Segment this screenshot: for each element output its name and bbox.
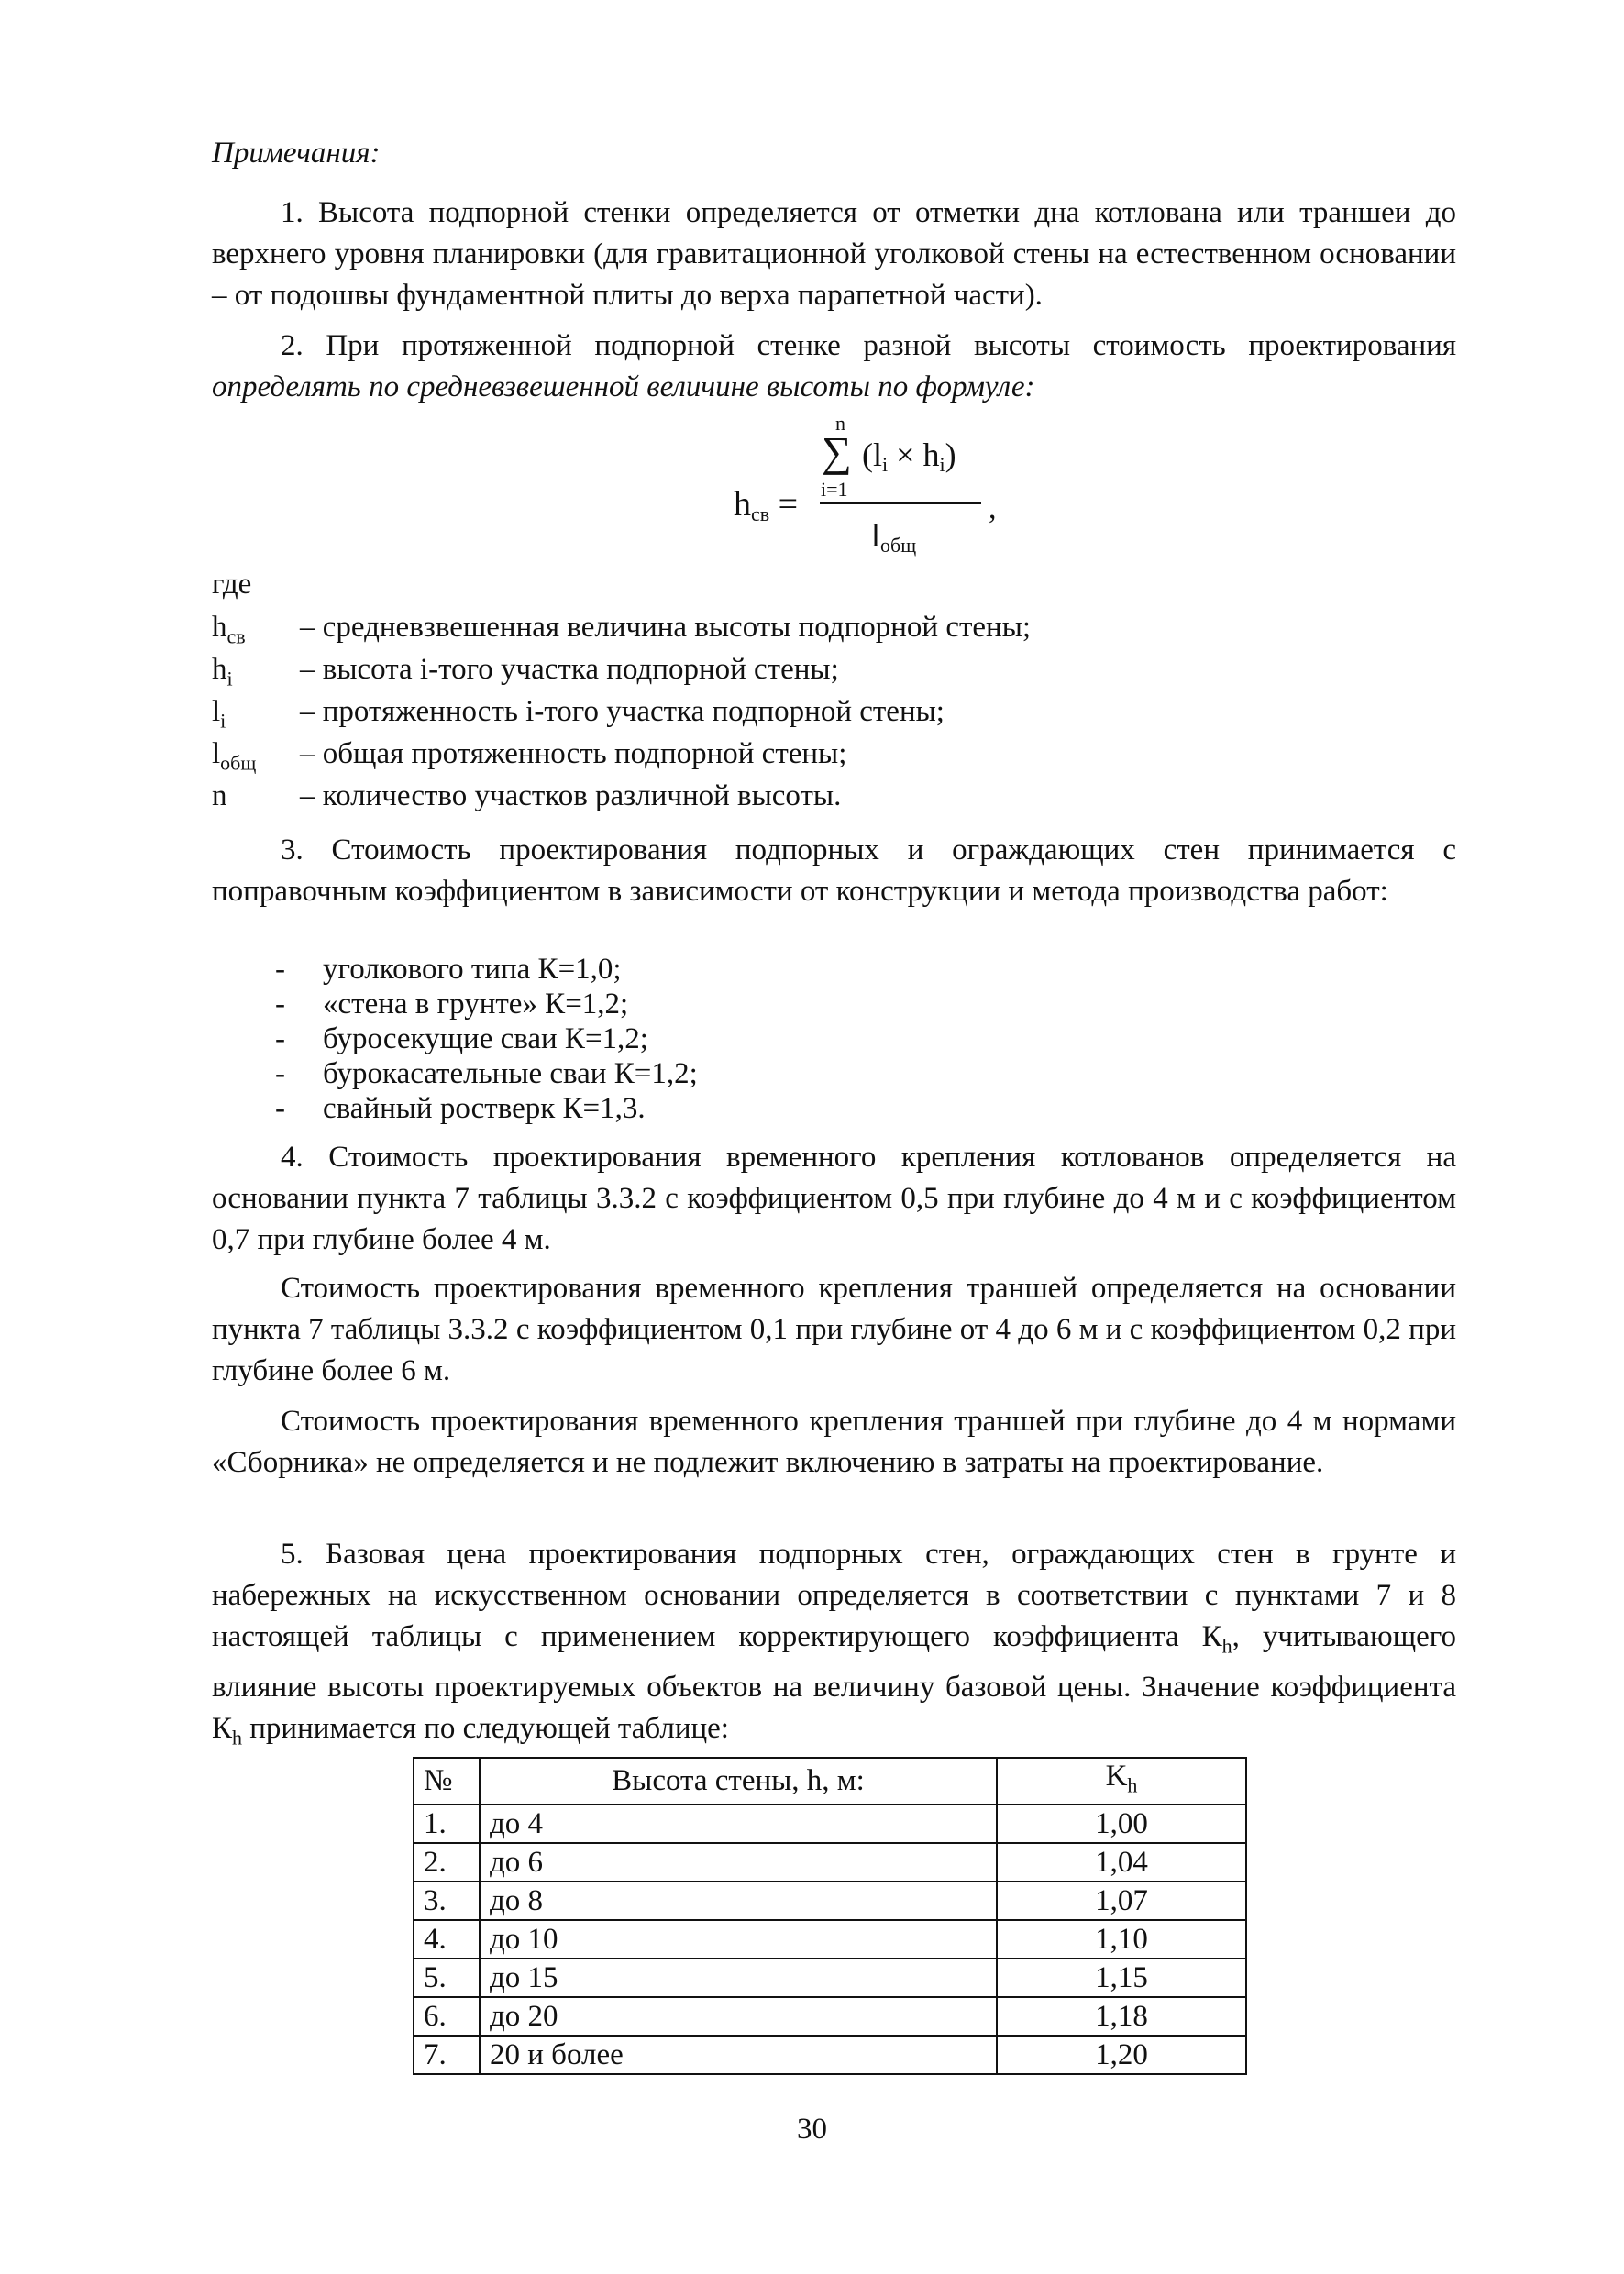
note-2-plain: 2. При протяженной подпорной стенке разной высоты стоимость проектирования (281, 329, 1456, 362)
formula-sum-lower: i=1 (821, 478, 848, 501)
table-row (414, 1882, 1246, 1920)
definition-text: – количество участков различной высоты. (300, 779, 842, 812)
definition-row (212, 734, 1456, 776)
kh-coefficient-table (413, 1757, 1247, 2075)
list-item: - уголкового типа К=1,0; (275, 953, 622, 986)
cell-height: до 15 (480, 1959, 997, 1997)
formula-lhs-h: h (734, 485, 751, 524)
weighted-height-formula (734, 413, 1119, 578)
cell-num: 2. (414, 1843, 480, 1882)
table-row (414, 1959, 1246, 1997)
note-4c: Стоимость проектирования временного крепления траншей при глубине до 4 м нормами «Сборника» не определяется и не подлежит включению в затраты на проектирование. (212, 1405, 1456, 1479)
formula-times: × (896, 436, 915, 473)
definition-row (212, 607, 1456, 649)
formula-equals: = (778, 485, 799, 524)
list-item: - «стена в грунте» К=1,2; (275, 988, 629, 1021)
list-item: - буросекущие сваи К=1,2; (275, 1022, 648, 1055)
formula-sum-upper: n (835, 412, 845, 435)
header-num: № (414, 1758, 480, 1805)
cell-height: до 4 (480, 1805, 997, 1843)
table-header-row (414, 1758, 1246, 1805)
definition-symbol: n (212, 779, 227, 812)
formula-num-i1: i (882, 453, 889, 476)
formula-num-h: h (922, 436, 940, 473)
cell-height: 20 и более (480, 2036, 997, 2074)
cell-kh: 1,04 (997, 1843, 1246, 1882)
table-row (414, 1997, 1246, 2036)
formula-num-l: l (873, 436, 883, 473)
cell-num: 5. (414, 1959, 480, 1997)
notes-heading: Примечания: (212, 137, 381, 170)
formula-den-sub: общ (880, 534, 917, 557)
definitions-list (212, 607, 1456, 818)
fraction-bar (820, 502, 981, 504)
cell-kh: 1,00 (997, 1805, 1246, 1843)
definition-text: – протяженность i-того участка подпорной стены; (300, 695, 945, 728)
cell-num: 7. (414, 2036, 480, 2074)
definition-symbol: $h_i$ (212, 653, 233, 690)
definition-row (212, 649, 1456, 691)
cell-num: 4. (414, 1920, 480, 1959)
definition-text: – высота i-того участка подпорной стены; (300, 653, 839, 686)
cell-kh: 1,20 (997, 2036, 1246, 2074)
header-height: Высота стены, h, м: (480, 1758, 997, 1805)
coefficient-list (275, 949, 1100, 1123)
note-1: 1. Высота подпорной стенки определяется от отметки дна котлована или траншеи до верхнего уровня планировки (для гравитационной уголковой стены на естественном основании – от подошвы фундаментной плиты до верха парапетной части). (212, 196, 1456, 312)
formula-den-l: l (871, 517, 881, 554)
cell-num: 6. (414, 1997, 480, 2036)
note-3: 3. Стоимость проектирования подпорных и ограждающих стен принимается с поправочным коэффициентом в зависимости от конструкции и метода производства работ: (212, 833, 1456, 908)
cell-height: до 8 (480, 1882, 997, 1920)
cell-height: до 10 (480, 1920, 997, 1959)
definition-row (212, 691, 1456, 734)
formula-numerator: $(l_i \times h_i)$ (862, 436, 956, 476)
definition-text: – средневзвешенная величина высоты подпорной стены; (300, 611, 1032, 644)
note-5: 5. Базовая цена проектирования подпорных стен, ограждающих стен в грунте и набережных на искусственном основании определяется в соответствии с пунктами 7 и 8 настоящей таблицы с применением корректирующего коэффициента $К_h$, учитывающего влияние высоты проектируемых объектов на величину базовой цены. Значение коэффициента $К_h$ принимается по следующей таблице: (212, 1538, 1456, 1750)
page-number: 30 (797, 2113, 827, 2146)
formula-denominator (871, 515, 916, 566)
definition-text: – общая протяженность подпорной стены; (300, 737, 847, 770)
sigma-icon: ∑ (822, 428, 852, 475)
table-row (414, 1920, 1246, 1959)
cell-kh: 1,18 (997, 1997, 1246, 2036)
table-row (414, 1805, 1246, 1843)
definition-symbol: $l_i$ (212, 695, 226, 733)
list-item: - бурокасательные сваи К=1,2; (275, 1057, 698, 1090)
note-4b: Стоимость проектирования временного крепления траншей определяется на основании пункта 7 таблицы 3.3.2 с коэффициентом 0,1 при глубине от 4 до 6 м и с коэффициентом 0,2 при глубине более 6 м. (212, 1272, 1456, 1387)
cell-num: 3. (414, 1882, 480, 1920)
note-2 (212, 326, 1456, 408)
cell-kh: 1,10 (997, 1920, 1246, 1959)
cell-kh: 1,15 (997, 1959, 1246, 1997)
cell-height: до 6 (480, 1843, 997, 1882)
table-row (414, 1843, 1246, 1882)
formula-lhs (734, 484, 798, 535)
table-row (414, 2036, 1246, 2074)
formula-num-i2: i (939, 453, 945, 476)
header-kh: $K_h$ (997, 1758, 1246, 1805)
formula-comma: , (989, 491, 997, 525)
note-2-italic: определять по средневзвешенной величине высоты по формуле: (212, 370, 1035, 403)
cell-num: 1. (414, 1805, 480, 1843)
where-label: где (212, 568, 252, 601)
formula-lhs-sub: св (751, 502, 770, 525)
definition-row (212, 776, 1456, 818)
list-item: - свайный ростверк К=1,3. (275, 1092, 646, 1125)
note-4a: 4. Стоимость проектирования временного крепления котлованов определяется на основании пункта 7 таблицы 3.3.2 с коэффициентом 0,5 при глубине до 4 м и с коэффициентом 0,7 при глубине более 4 м. (212, 1141, 1456, 1256)
definition-symbol: $h_{св}$ (212, 611, 246, 648)
definition-symbol: $l_{общ}$ (212, 737, 257, 775)
cell-kh: 1,07 (997, 1882, 1246, 1920)
cell-height: до 20 (480, 1997, 997, 2036)
